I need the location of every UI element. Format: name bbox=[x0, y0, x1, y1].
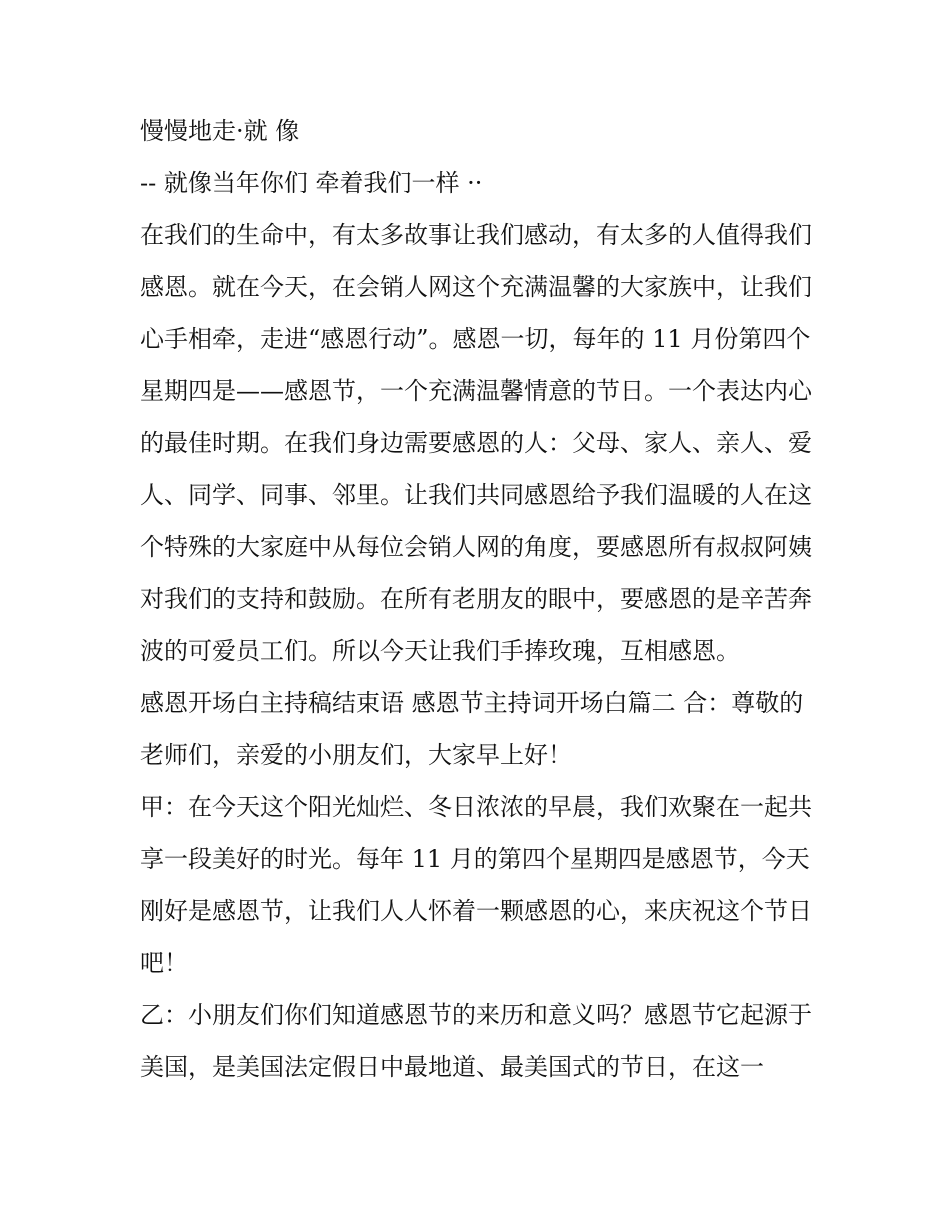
paragraph-6: 乙：小朋友们你们知道感恩节的来历和意义吗？感恩节它起源于美国，是美国法定假日中最地道、最美国式的节日，在这一 bbox=[140, 1001, 812, 1081]
paragraph-3: 在我们的生命中，有太多故事让我们感动，有太多的人值得我们感恩。就在今天，在会销人网这个充满温馨的大家族中，让我们心手相牵，走进“感恩行动”。感恩一切，每年的 11 月份第四个星期四是——感恩节，一个充满温馨情意的节日。一个表达内心的最佳时期。在我们身边需要感恩的人：父母、家人、亲人、爱人、同学、同事、邻里。让我们共同感恩给予我们温暖的人在这个特殊的大家庭中从每位会销人网的角度，要感恩所有叔叔阿姨对我们的支持和鼓励。在所有老朋友的眼中，要感恩的是辛苦奔波的可爱员工们。所以今天让我们手捧玫瑰，互相感恩。 bbox=[140, 221, 812, 665]
paragraph-1: 慢慢地走·就 像 bbox=[140, 117, 300, 145]
paragraph-4: 感恩开场白主持稿结束语 感恩节主持词开场白篇二 合：尊敬的老师们，亲爱的小朋友们，大家早上好！ bbox=[140, 689, 804, 769]
paragraph-2: -- 就像当年你们 牵着我们一样 ·· bbox=[140, 169, 483, 197]
document-body bbox=[140, 105, 815, 1093]
paragraph-5: 甲：在今天这个阳光灿烂、冬日浓浓的早晨，我们欢聚在一起共享一段美好的时光。每年 11 月的第四个星期四是感恩节，今天刚好是感恩节，让我们人人怀着一颗感恩的心，来庆祝这个节日吧！ bbox=[140, 793, 812, 977]
